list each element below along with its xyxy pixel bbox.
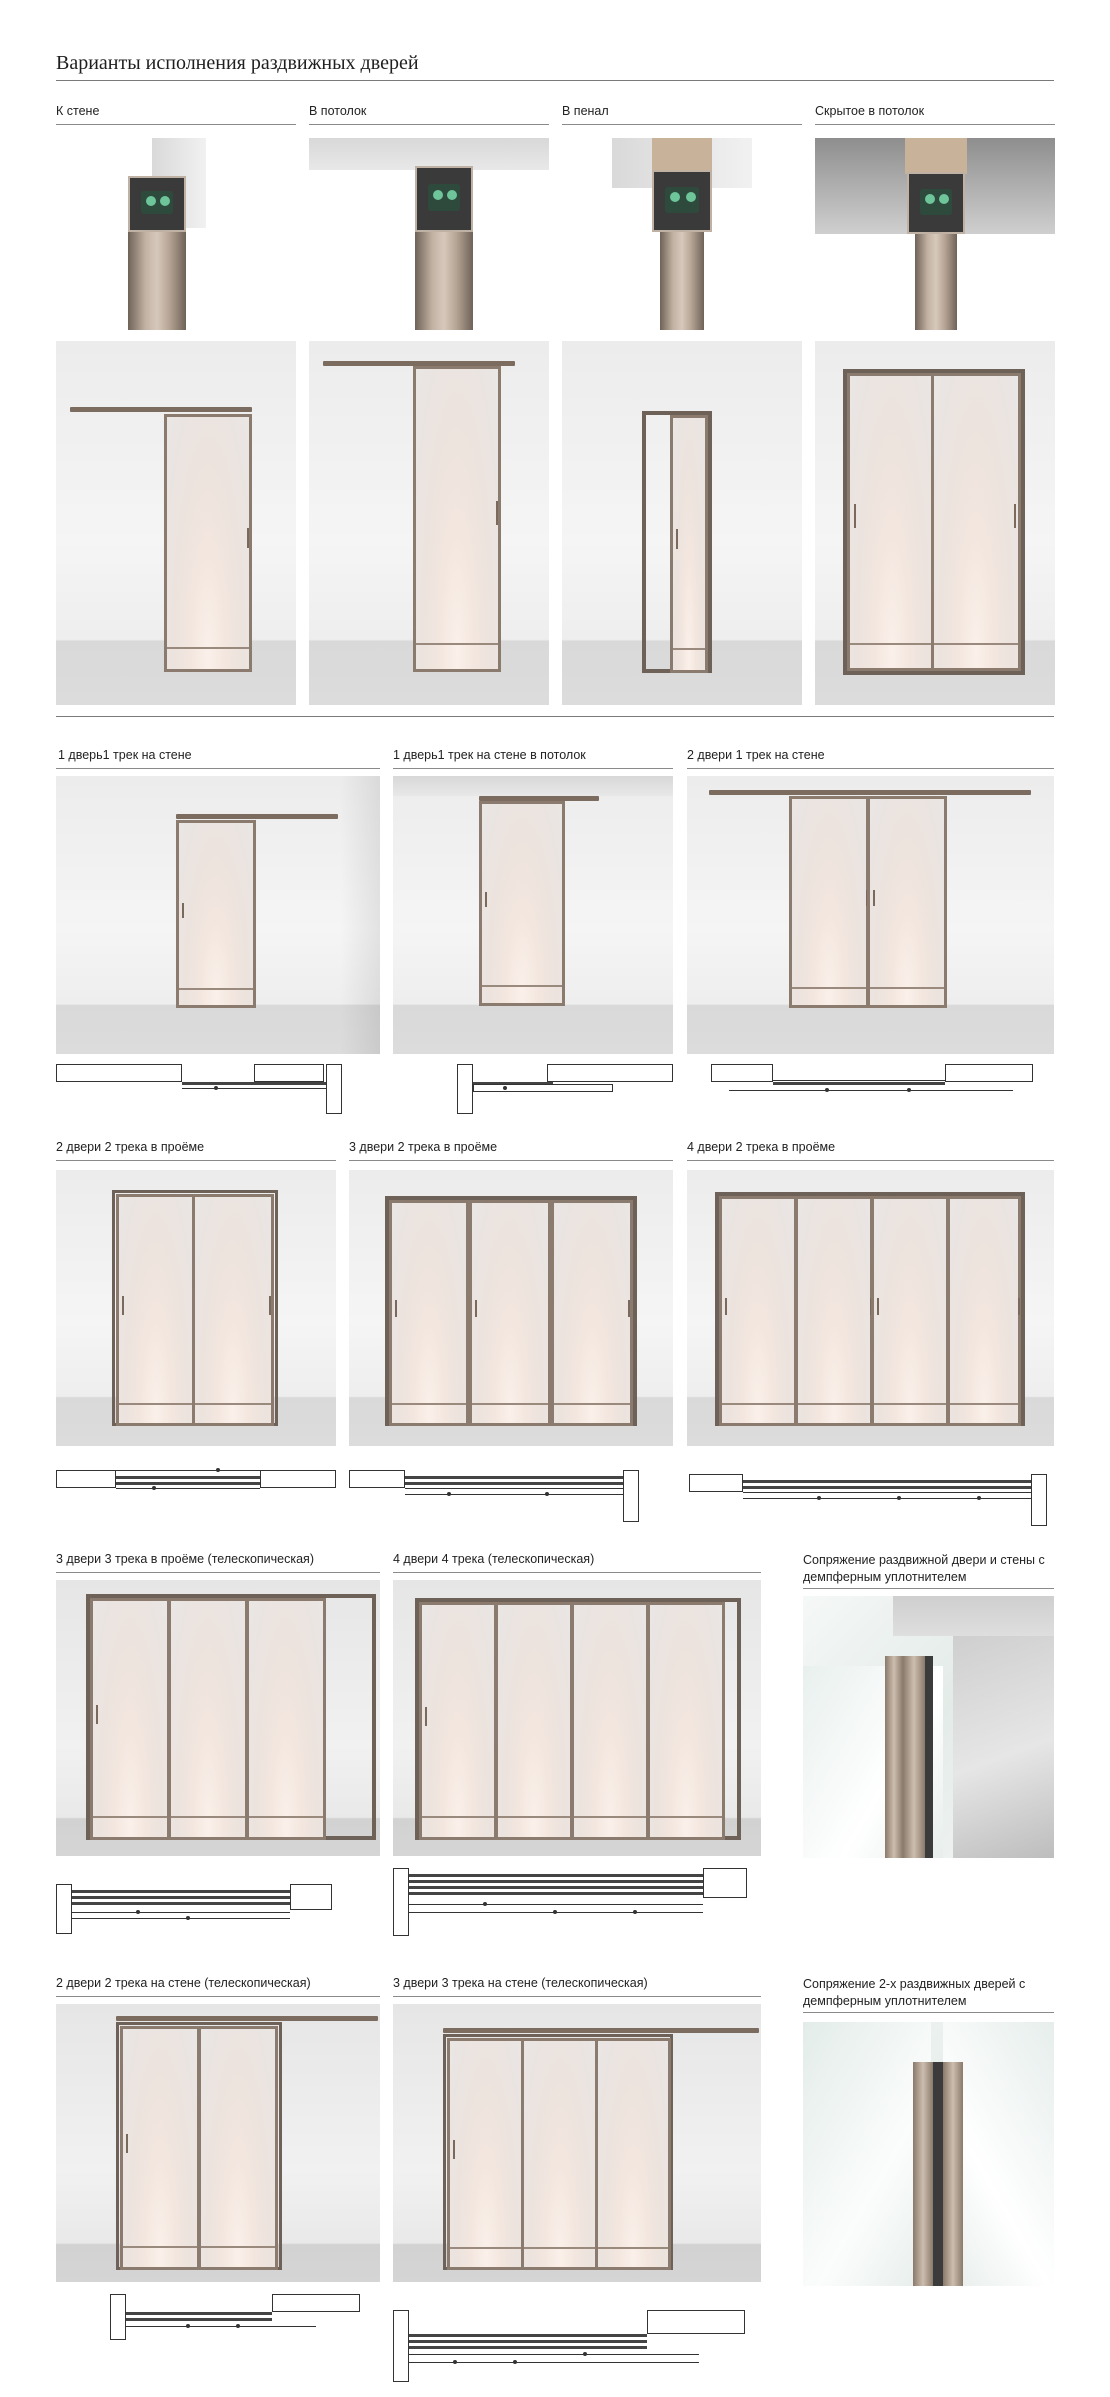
config-underline <box>393 1996 761 1997</box>
detail-door-wall-damper-seal <box>803 1596 1054 1858</box>
config-label: 2 двери 2 трека в проёме <box>56 1140 205 1154</box>
plan-3doors-3tracks-wall-telescopic <box>393 2308 761 2384</box>
config-label: 4 двери 4 трека (телескопическая) <box>393 1552 595 1566</box>
config-underline <box>56 1572 380 1573</box>
profile-section-ceiling <box>309 136 549 330</box>
config-label: 3 двери 3 трека на стене (телескопическая) <box>393 1976 648 1990</box>
config-label: 3 двери 3 трека в проёме (телескопическая) <box>56 1552 314 1566</box>
plan-2doors-2tracks-wall-telescopic <box>56 2292 380 2342</box>
plan-4doors-2tracks-opening <box>687 1472 1054 1528</box>
render-2doors-2tracks-opening <box>56 1170 336 1446</box>
mount-underline <box>56 124 296 125</box>
render-3doors-2tracks-opening <box>349 1170 673 1446</box>
mount-underline <box>309 124 549 125</box>
profile-section-wall <box>56 136 296 330</box>
page-title: Варианты исполнения раздвижных дверей <box>56 52 419 74</box>
config-label: 4 двери 2 трека в проёме <box>687 1140 836 1154</box>
plan-2doors-2tracks-opening <box>56 1460 336 1500</box>
plan-3doors-2tracks-opening <box>349 1468 673 1524</box>
plan-4doors-4tracks-telescopic <box>393 1866 761 1938</box>
mount-label-pocket: В пенал <box>562 104 609 118</box>
config-underline <box>56 1160 336 1161</box>
render-3doors-3tracks-wall-telescopic <box>393 2004 761 2282</box>
config-underline <box>56 768 380 769</box>
config-underline <box>349 1160 673 1161</box>
config-label: 2 двери 1 трек на стене <box>687 748 825 762</box>
render-hidden-ceiling-mount <box>815 341 1055 705</box>
render-1door-1track-wall <box>56 776 380 1054</box>
section-divider <box>56 716 1054 717</box>
config-label: Сопряжение раздвижной двери и стены с демпферным уплотнителем <box>803 1553 1045 1584</box>
mount-underline <box>562 124 802 125</box>
config-underline <box>393 768 673 769</box>
mount-underline <box>815 124 1055 125</box>
plan-1door-1track-ceiling <box>393 1062 673 1114</box>
config-underline <box>803 1588 1054 1589</box>
config-label: 1 дверь1 трек на стене <box>58 748 192 762</box>
config-underline <box>687 768 1054 769</box>
render-3doors-3tracks-telescopic <box>56 1580 380 1856</box>
mount-label-ceiling: В потолок <box>309 104 367 118</box>
render-4doors-4tracks-telescopic <box>393 1580 761 1856</box>
render-ceiling-mount <box>309 341 549 705</box>
profile-section-hidden-ceiling <box>815 136 1055 330</box>
title-divider <box>56 80 1054 81</box>
render-2doors-1track-wall <box>687 776 1054 1054</box>
config-underline <box>803 2012 1054 2013</box>
render-1door-1track-ceiling <box>393 776 673 1054</box>
plan-1door-1track-wall <box>56 1062 380 1114</box>
config-label: 1 дверь1 трек на стене в потолок <box>393 748 586 762</box>
config-underline <box>687 1160 1054 1161</box>
plan-3doors-3tracks-telescopic <box>56 1882 380 1934</box>
config-underline <box>393 1572 761 1573</box>
profile-section-pocket <box>562 136 802 330</box>
render-2doors-2tracks-wall-telescopic <box>56 2004 380 2282</box>
config-underline <box>56 1996 380 1997</box>
render-wall-mount <box>56 341 296 705</box>
mount-label-wall: К стене <box>56 104 100 118</box>
render-4doors-2tracks-opening <box>687 1170 1054 1446</box>
detail-two-doors-damper-seal <box>803 2022 1054 2286</box>
plan-2doors-1track-wall <box>687 1062 1054 1114</box>
render-pocket-mount <box>562 341 802 705</box>
config-label: 2 двери 2 трека на стене (телескопическая) <box>56 1976 311 1990</box>
config-label: Сопряжение 2-х раздвижных дверей с демпферным уплотнителем <box>803 1977 1026 2008</box>
mount-label-hidden-ceiling: Скрытое в потолок <box>815 104 925 118</box>
config-label: 3 двери 2 трека в проёме <box>349 1140 498 1154</box>
